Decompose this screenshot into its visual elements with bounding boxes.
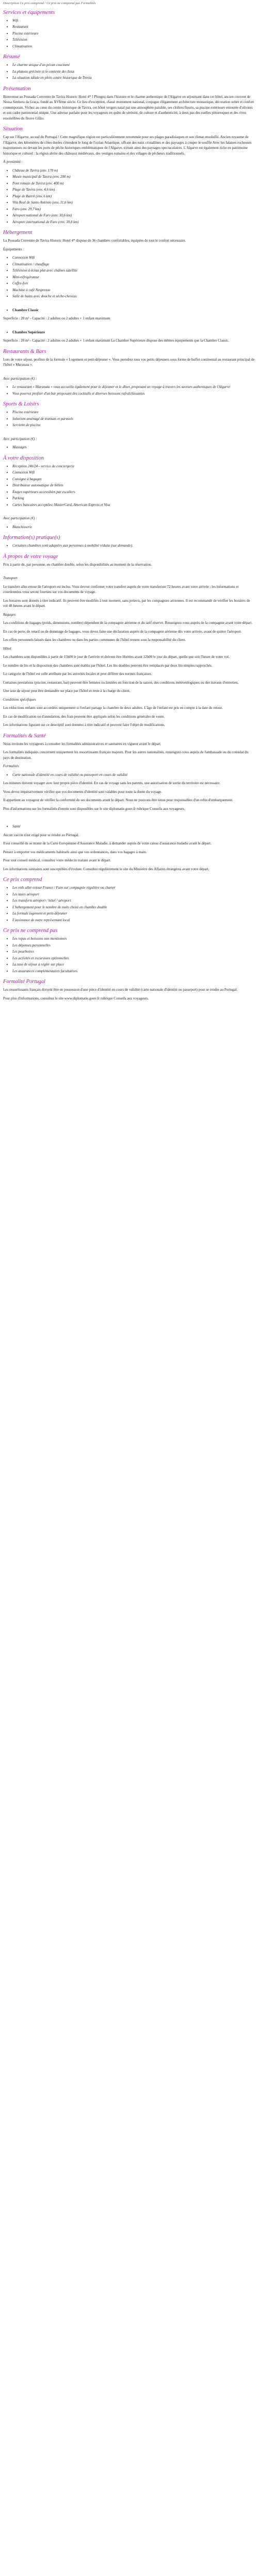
list-item: • Château de Tavira (env. 170 m) [12,168,255,174]
propos-transport-label: Transport [3,576,18,580]
list-item: • Aéroport international de Faro (env. 38,8 km) [12,219,255,225]
portugal-p1: Les ressortissants français doivent être en possession d'une pièce d'identité en cours de validité (carte nationale d'identité ou passeport) pour se rendre au Portugal. [3,988,238,992]
informations-list [3,543,255,549]
list-item: • Faro (env. 29,7 km) [12,207,255,212]
list-item: • Le charme unique d'un pécan coucouné [12,62,255,68]
room-classic-name: • Chambre Classic [12,308,255,313]
list-item: • Les transferts aéroport / hôtel / aéroport [12,898,255,904]
services-list [3,18,255,49]
formalites-p6: Il appartient au voyageur de vérifier la conformité de ses documents avant le départ. Nous ne pouvons être tenus pour responsables d'un refus d'embarquement. [3,798,233,802]
list-item: • Étages supérieurs accessibles par escaliers [12,489,255,495]
restaurants-list [3,384,255,396]
equipment-list [3,255,255,299]
list-item: • Coffre-fort [12,281,255,286]
room1-list [3,308,255,313]
list-item: • L'assistance de notre représentant local [12,918,255,923]
formalites-label: Formalités [3,764,19,768]
propos-p6: Les conditions de bagages (poids, dimensions, nombre) dépendent de la compagnie aérienne et du tarif réservé. Renseignez-vous auprès de la compagnie avant votre départ. [3,621,253,625]
list-item: • Musée municipal de Tavira (env. 200 m) [12,174,255,180]
list-item: • Le restaurant « Maranata » vous accueille également pour le déjeuner et le dîner, proposant un voyage à travers les saveurs authentiques de l'Algarve [12,384,255,390]
list-item: • Télévision à écran plat avec chaînes satellite [12,268,255,274]
list-item: • Restaurant [12,24,255,30]
list-item: • Distributeur automatique de billets [12,483,255,488]
sports-paid-label: Avec participation (€) : [3,436,37,441]
formalites-p11: Pensez à emporter vos médicaments habituels ainsi que vos ordonnances, dans vos bagages à main. [3,850,147,854]
room-superior-name: • Chambre Supérieure [12,330,255,335]
propos-p13: Certaines prestations (piscine, restaurant, bar) peuvent être fermées ou limitées en fonction de la saison, des conditions météorologiques ou des travaux d'entretien. [3,680,239,685]
list-item: • Les taxes aéroport [12,892,255,897]
situation-text: Cap sur l'Algarve, au sud du Portugal ! Cette magnifique région est particulièrement renommée pour ses plages paradisiaques et son climat ensoleillé. Ancien royaume de l'Algarve, des kilomètres de côtes dorées s'étendent le long de l'océan Atlantique, offrant des eaux cristallines et des paysages à couper le souffle Avec les falaises rocheuses majestueuses ou devant les ports de pêche historiques emblématiques de l'Algarve, n'étant ainsi des paysages spectaculaires. L'Algarve est également riche en patrimoine historique et culturel : la région abrite des châteaux médiévaux, des vestiges romains et des villages de pêcheurs traditionnels. [3,135,252,156]
list-item: • Climatisation / chauffage [12,262,255,267]
resume-list [3,62,255,81]
list-item: • Certaines chambres sont adaptées aux personnes à mobilité réduite (sur demande). [12,543,255,549]
disposition-title: À votre disposition [3,455,44,461]
resume-title: Résumé [3,54,20,60]
room2-list [3,330,255,335]
list-item: • Parking [12,496,255,501]
disposition-list [3,464,255,508]
list-item: • Les repas et boissons non mentionnés [12,936,255,942]
list-item: • Carte nationale d'identité en cours de validité ou passeport en cours de validité [12,772,255,778]
list-item: • Santé [12,824,255,829]
propos-p18: Les informations figurant sur ce descriptif sont données à titre indicatif et peuvent faire l'objet de modifications. [3,723,165,727]
propos-p12: La catégorie de l'hôtel est celle attribuée par les autorités locales et peut différer des normes françaises. [3,672,152,676]
disposition-paid-list [3,524,255,530]
sante-list [3,824,255,829]
formalites-p7: Plus d'informations sur les formalités d'entrée sont disponibles sur le site diplomatie.gouv.fr rubrique Conseils aux voyageurs. [3,806,185,811]
list-item: • Les pourboires [12,949,255,955]
room-superior-desc: Superficie : 20 m² - Capacité : 2 adultes ou 2 adultes + 1 enfant maximum La Chambre Supérieure dispose des mêmes équipements que la Chambre Classic. [3,338,230,343]
proximity-label: À proximité : [3,160,23,164]
propos-title: À propos de votre voyage [3,553,58,560]
list-item: • Blanchisserie [12,524,255,530]
list-item: • Les dépenses personnelles [12,943,255,948]
list-item: • Consigne à bagages [12,477,255,482]
restaurants-text: Lors de votre séjour, profitez de la formule « Logement et petit-déjeuner ». Vous prendrez tous vos petits déjeuners sous forme de buffet continental au restaurant principal de l'hôtel « Maranata ». [3,357,255,367]
formalites-p10: Il est conseillé de se munir de la Carte Européenne d'Assurance Maladie, à demander auprès de votre caisse d'assurance maladie avant le départ. [3,841,212,845]
list-item: • Mini-réfrigérateur [12,275,255,280]
restaurants-paid-label: Avec participation (€) : [3,376,37,381]
sports-paid-list [3,445,255,450]
formalites-p4: Les mineurs doivent voyager avec leur propre pièce d'identité. En cas de voyage sans les parents, une autorisation de sortie du territoire est nécessaire. [3,781,221,785]
list-item: • Les vols aller-retour France / Faro sur compagnie régulière ou charter [12,885,255,891]
list-item: • Vous pourrez profiter d'un bar proposant des cocktails et diverses boissons rafraîchissantes [12,391,255,397]
presentation-title: Présentation [3,86,31,92]
tab-line: Description Ce prix comprend / Ce prix ne comprend pas Formalités [3,2,96,5]
list-item: • Wifi [12,18,255,24]
list-item: • Solarium aménagé de transats et parasols [12,416,255,422]
propos-p3: Le transfert aller-retour de l'aéroport est inclus. Vous devrez confirmer votre transfert auprès de votre transferiste 72 heures avant votre arrivée ; les informations et coordonnées vous seront fournies sur vos documents de voyage. [3,584,239,594]
list-item: • Salle de bains avec douche et sèche-cheveux [12,294,255,299]
propos-p1: Prix à partir de, par personne, en chambre double, selon les disponibilités au moment de la réservation. [3,562,152,567]
ne-comprend-list [3,936,255,974]
propos-p14: Une taxe de séjour peut être demandée sur place par l'hôtel et reste à la charge du client. [3,689,131,693]
room-classic-desc: Superficie : 20 m² - Capacité : 2 adultes ou 2 adultes + 1 enfant maximum [3,316,110,320]
formalites-p9: Aucun vaccin n'est exigé pour se rendre au Portugal. [3,833,79,837]
formalites-p2: Les formalités indiquées concernent uniquement les ressortissants français majeurs. Pour les autres nationalités, renseignez-vous auprès de l'ambassade ou du consulat du pays de destination. [3,750,249,760]
propos-p4: Les horaires sont donnés à titre indicatif. Ils peuvent être modifiés à tout moment, sans préavis, par les compagnies aériennes. Il est recommandé de vérifier les horaires de vol 48 heures avant le départ. [3,598,250,608]
situation-title: Situation [3,126,23,132]
list-item: • Aéroport national de Faro (env. 30,6 km) [12,213,255,218]
sports-list [3,410,255,428]
formalites-title: Formalités & Santé [3,733,46,739]
portugal-title: Formalité Portugal [3,979,45,985]
list-item: • La situation idéale en plein centre historique de Trevia [12,75,255,81]
formalites-p1: Nous invitons les voyageurs à consulter les formalités administratives et sanitaires en vigueur avant le départ. [3,741,162,746]
list-item: • La taxe de séjour à régler sur place [12,962,255,968]
list-item: • Piscine extérieure [12,31,255,37]
sports-title: Sports & Loisirs [3,401,39,407]
list-item: • La plateau grécisée et le contexte des lieux [12,69,255,75]
proximity-list [3,168,255,225]
list-item: • Pont romain de Tavira (env. 400 m) [12,181,255,187]
list-item: • Serviette de piscine [12,422,255,428]
equipment-label: Équipements : [3,247,24,251]
hebergement-text: La Pousada Convento de Tavira Historic Hotel 4* dispose de 36 chambres confortables, équipées de tout le confort nécessaire. [3,239,186,243]
list-item: • Connexion Wifi [12,255,255,261]
presentation-text: Bienvenue au Pousada Convento de Tavira Historic Hotel 4* ! Plongez dans l'histoire et le charme authentique de l'Algarve en séjournant dans cet hôtel, ancien couvent de Nossa Senhora da Graça, fondé au XVIème siècle. Ce lieu d'exception, classé monument national, conjugue élégamment architecture monastique, décoration sobre et confort contemporain. Vichez au cœur du centre historique de Tavira, cet hôtel vergers natal par une atmosphère paisible, ses cloîtres fleuris, sa piscine extérieure entourée d'oliviers et son cadre patrimonial unique. Une adresse parfaite pour les voyageurs en quête de sérénité, de culture et d'authenticité, à deux pas des ruelles pittoresques et des rives ensoleillées du fleuve Gilão. [3,94,254,121]
list-item: • Les assurances complémentaires facultatives [12,969,255,974]
list-item: • L'hébergement pour le nombre de nuits choisi en chambre double [12,905,255,910]
services-title: Services et équipements [3,9,55,15]
informations-title: Information(s) pratique(s) [3,535,60,540]
restaurants-title: Restaurants & Bars [3,348,46,354]
portugal-p2: Pour plus d'informations, consultez le site www.diplomatie.gouv.fr rubrique Conseils aux voyageurs. [3,996,149,1001]
list-item: • La formule logement et petit-déjeuner [12,911,255,917]
ne-comprend-title: Ce prix ne comprend pas [3,928,58,934]
list-item: • Vila Real de Santo António (env. 31,6 km) [12,200,255,206]
list-item: • Climatisation [12,44,255,49]
page [0,0,258,1014]
propos-p8: Les effets personnels laissés dans les chambres ou dans les parties communes de l'hôtel restent sous la responsabilité du client. [3,638,186,642]
propos-bagages-label: Bagages [3,612,16,617]
list-item: • Massages [12,445,255,450]
comprend-title: Ce prix comprend [3,877,42,883]
propos-hotel-label: Hôtel [3,646,11,651]
propos-p11: Le nombre de lits et la disposition des chambres sont établis par l'hôtel. Les lits doubles peuvent être remplacés par deux lits simples rapprochés. [3,663,213,668]
list-item: • Plage de Barril (env. 6 km) [12,194,255,199]
formalites-p12: Pour tout conseil médical, consultez votre médecin traitant avant le départ. [3,858,111,862]
list-item: • Machine à café Nespresso [12,287,255,293]
formalites-list [3,772,255,778]
list-item: • Connexion Wifi [12,470,255,476]
propos-p16: Les réductions enfants sont accordées uniquement si l'enfant partage la chambre de deux adultes. L'âge de l'enfant est pris en compte à la date du retour. [3,706,223,710]
list-item: • Plage de Tavira (env. 4,6 km) [12,187,255,193]
comprend-list [3,885,255,923]
formalites-p5: Vous devez impérativement vérifier que vos documents d'identité sont valables pour toute la durée du voyage. [3,789,162,794]
list-item: • Télévision [12,37,255,43]
list-item: • Les activités et excursions optionnelles [12,956,255,961]
propos-p17: En cas de modification ou d'annulation, des frais peuvent être appliqués selon les conditions générales de vente. [3,714,165,719]
propos-conditions-label: Conditions spécifiques [3,697,36,702]
disposition-paid-label: Avec participation (€) : [3,516,37,520]
formalites-p13: Les informations sanitaires sont susceptibles d'évoluer. Consultez régulièrement le site du Ministère des Affaires étrangères avant votre départ. [3,867,209,871]
hebergement-title: Hébergement [3,230,33,235]
propos-p10: Les chambres sont disponibles à partir de 15h00 le jour de l'arrivée et doivent être libérées avant 12h00 le jour du départ, quelle que soit l'heure de votre vol. [3,655,230,659]
list-item: • Cartes bancaires acceptées: MasterCard, American Express et Visa [12,502,255,508]
propos-p7: En cas de perte, de retard ou de dommage de bagages, vous devez faire une déclaration auprès de la compagnie aérienne dès votre arrivée, avant de quitter l'aéroport. [3,629,242,634]
list-item: • Piscine extérieure [12,410,255,415]
list-item: • Réception 24h/24 - service de conciergerie [12,464,255,469]
